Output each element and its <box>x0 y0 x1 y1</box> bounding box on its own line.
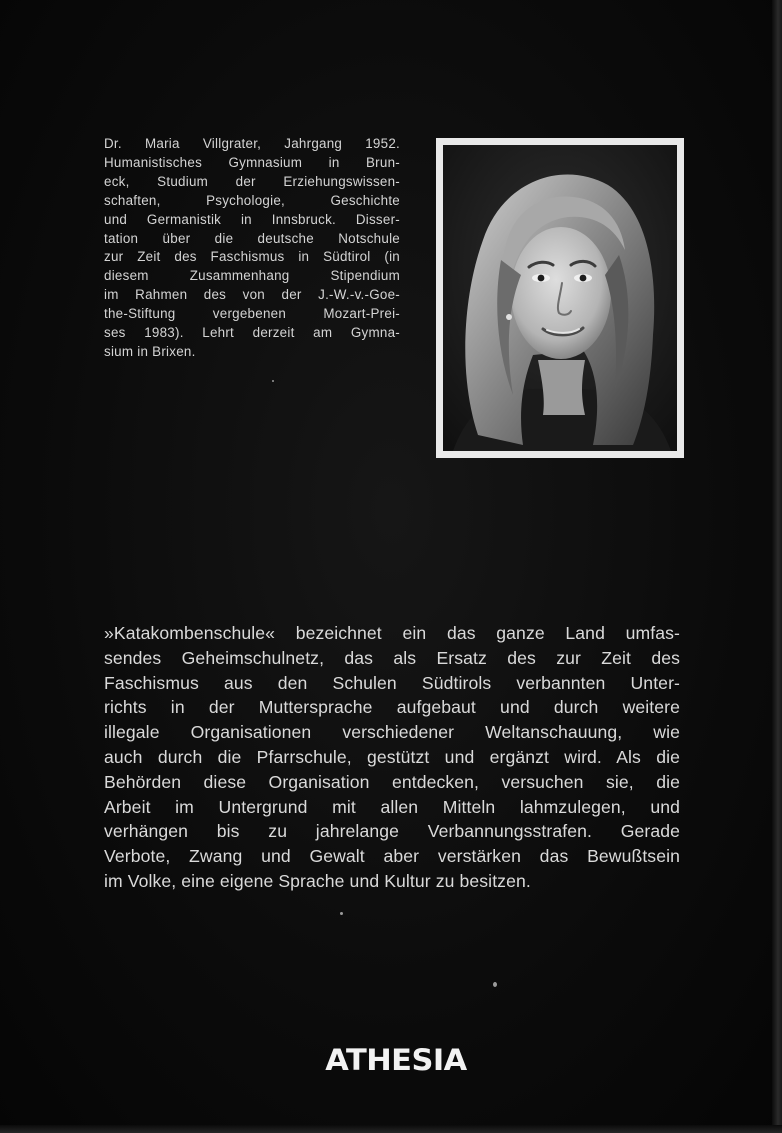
author-bio-line: schaften, Psychologie, Geschichte <box>104 192 400 208</box>
author-bio-line: diesem Zusammenhang Stipendium <box>104 268 400 284</box>
author-bio-line: zur Zeit des Faschismus in Südtirol (in <box>104 249 400 265</box>
book-edge-right <box>772 0 782 1133</box>
description-line: im Volke, eine eigene Sprache und Kultur zu besitzen. <box>104 870 531 891</box>
description-line: auch durch die Pfarrschule, gestützt und ergänzt wird. Als die <box>104 746 680 767</box>
author-bio-line: tation über die deutsche Notschule <box>104 230 400 246</box>
book-edge-bottom <box>0 1125 782 1133</box>
author-bio-line: eck, Studium der Erziehungswissen- <box>104 173 400 189</box>
description-line: Behörden diese Organisation entdecken, versuchen sie, die <box>104 771 680 792</box>
description-line: verhängen bis zu jahrelange Verbannungsstrafen. Gerade <box>104 821 680 842</box>
author-bio-line: ses 1983). Lehrt derzeit am Gymna- <box>104 325 400 341</box>
dust-speck <box>272 380 274 382</box>
description-line: »Katakombenschule« bezeichnet ein das ganze Land umfas- <box>104 623 680 643</box>
description-line: richts in der Muttersprache aufgebaut und durch weitere <box>104 697 680 718</box>
dust-speck <box>340 912 343 915</box>
author-photo <box>436 138 684 458</box>
author-portrait-icon <box>443 145 677 451</box>
description-line: Arbeit im Untergrund mit allen Mitteln lahmzulegen, und <box>104 796 680 817</box>
description-line: Verbote, Zwang und Gewalt aber verstärken das Bewußtsein <box>104 846 680 867</box>
book-description <box>104 621 680 894</box>
author-bio-line: Dr. Maria Villgrater, Jahrgang 1952. <box>104 136 400 151</box>
description-line: sendes Geheimschulnetz, das als Ersatz des zur Zeit des <box>104 647 680 668</box>
publisher-logo: ATHESIA <box>325 1043 467 1077</box>
author-bio-line: sium in Brixen. <box>104 343 196 359</box>
author-bio-line: und Germanistik in Innsbruck. Disser- <box>104 211 400 227</box>
description-line: Faschismus aus den Schulen Südtirols verbannten Unter- <box>104 672 680 693</box>
description-line: illegale Organisationen verschiedener Weltanschauung, wie <box>104 722 680 743</box>
author-bio-line: Humanistisches Gymnasium in Brun- <box>104 154 400 170</box>
author-bio-line: the-Stiftung vergebenen Mozart-Prei- <box>104 306 400 322</box>
author-bio-line: im Rahmen des von der J.-W.-v.-Goe- <box>104 287 400 303</box>
dust-speck <box>493 982 497 987</box>
author-bio <box>104 135 400 362</box>
